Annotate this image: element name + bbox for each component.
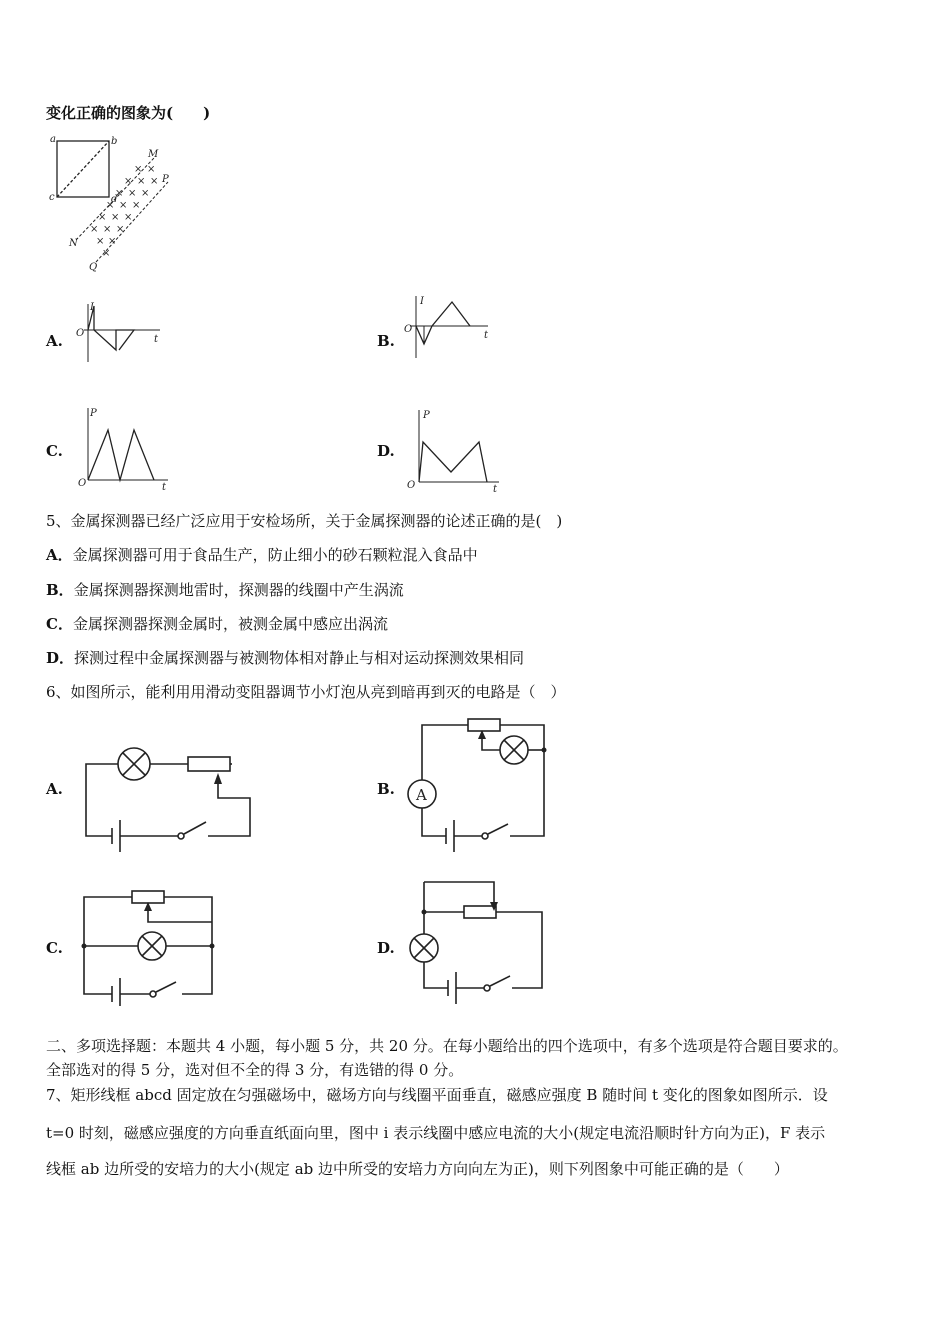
svg-text:×: × xyxy=(108,236,117,247)
svg-text:t: t xyxy=(154,334,159,345)
svg-text:×: × xyxy=(134,164,143,175)
bulb-icon xyxy=(500,736,528,764)
q6-option-d-label[interactable]: D. xyxy=(377,939,395,957)
bulb-icon xyxy=(118,748,150,780)
q4-option-d-graph xyxy=(405,406,505,495)
svg-text:P: P xyxy=(423,410,430,421)
q5-option-c[interactable]: C．金属探测器探测金属时，被测金属中感应出涡流 xyxy=(46,615,388,633)
svg-text:O: O xyxy=(76,328,85,339)
q4-option-a-label[interactable]: A. xyxy=(46,332,63,350)
svg-text:×: × xyxy=(119,200,128,211)
q4-option-c-graph xyxy=(76,404,176,493)
q5-stem: 5、金属探测器已经广泛应用于安检场所，关于金属探测器的论述正确的是( ) xyxy=(46,512,563,530)
label-d: d xyxy=(111,194,118,205)
svg-text:×: × xyxy=(124,212,133,223)
label-b: b xyxy=(111,136,118,147)
q5-option-b[interactable]: B．金属探测器探测地雷时，探测器的线圈中产生涡流 xyxy=(46,581,404,599)
svg-text:×: × xyxy=(115,188,124,199)
q4-option-c-label[interactable]: C. xyxy=(46,442,63,460)
battery-icon xyxy=(112,978,120,1006)
q7-line3: 线框 ab 边所受的安培力的大小(规定 ab 边中所受的安培力方向向左为正)，则下列图象中可能正确的是（ ） xyxy=(46,1160,789,1178)
battery-icon xyxy=(112,820,120,852)
q5-option-a[interactable]: A．金属探测器可用于食品生产，防止细小的砂石颗粒混入食品中 xyxy=(46,546,478,564)
switch-icon xyxy=(484,985,490,991)
svg-text:×: × xyxy=(124,176,133,187)
svg-text:×: × xyxy=(128,188,137,199)
svg-text:P: P xyxy=(90,408,97,419)
svg-text:t: t xyxy=(162,482,167,493)
q5-option-d[interactable]: D．探测过程中金属探测器与被测物体相对静止与相对运动探测效果相同 xyxy=(46,649,525,667)
switch-icon xyxy=(150,991,156,997)
q4-stem-tail: 变化正确的图象为( ) xyxy=(46,104,211,122)
rheostat-icon xyxy=(188,757,230,771)
svg-text:A: A xyxy=(416,786,427,804)
svg-text:O: O xyxy=(78,478,87,489)
svg-text:I: I xyxy=(90,302,94,313)
svg-text:×: × xyxy=(137,176,146,187)
label-a: a xyxy=(50,134,56,145)
svg-text:×: × xyxy=(98,212,107,223)
rheostat-icon xyxy=(132,891,164,903)
q6-option-c-circuit xyxy=(78,888,228,1006)
q6-option-a-circuit xyxy=(78,740,258,852)
bulb-icon xyxy=(138,932,166,960)
q6-option-d-circuit xyxy=(404,878,554,1006)
label-Q: Q xyxy=(89,262,98,273)
q7-line1: 7、矩形线框 abcd 固定放在匀强磁场中，磁场方向与线圈平面垂直，磁感应强度 B 随时间 t 变化的图象如图所示．设 xyxy=(46,1086,828,1104)
svg-text:×: × xyxy=(141,188,150,199)
rheostat-icon xyxy=(464,906,496,918)
q6-option-b-label[interactable]: B. xyxy=(377,780,395,798)
q4-option-d-label[interactable]: D. xyxy=(377,442,395,460)
battery-icon xyxy=(448,972,456,1004)
switch-icon xyxy=(482,833,488,839)
svg-text:×: × xyxy=(116,224,125,235)
field-crosses xyxy=(90,164,158,259)
section2-line1: 二、多项选择题：本题共 4 小题，每小题 5 分，共 20 分。在每小题给出的四个选项中，有多个选项是符合题目要求的。 xyxy=(46,1037,848,1055)
svg-text:×: × xyxy=(102,248,111,259)
label-M: M xyxy=(148,149,159,160)
svg-text:×: × xyxy=(96,236,105,247)
q4-option-a-graph xyxy=(74,300,174,366)
q7-line2: t=0 时刻，磁感应强度的方向垂直纸面向里，图中 i 表示线圈中感应电流的大小(规定电流沿顺时针方向为正)，F 表示 xyxy=(46,1124,826,1142)
svg-text:×: × xyxy=(150,176,159,187)
q4-option-b-graph xyxy=(402,294,502,364)
q6-option-a-label[interactable]: A. xyxy=(46,780,63,798)
q4-option-b-label[interactable]: B. xyxy=(377,332,395,350)
q4-figure xyxy=(44,132,184,272)
svg-text:×: × xyxy=(90,224,99,235)
svg-text:I: I xyxy=(420,296,424,307)
svg-text:×: × xyxy=(103,224,112,235)
q6-option-b-circuit xyxy=(402,716,562,854)
ammeter-icon xyxy=(408,780,436,808)
svg-text:×: × xyxy=(147,164,156,175)
svg-text:×: × xyxy=(106,200,115,211)
bulb-icon xyxy=(410,934,438,962)
q6-option-c-label[interactable]: C. xyxy=(46,939,63,957)
switch-icon xyxy=(178,833,184,839)
label-c: c xyxy=(49,192,55,203)
section2-line2: 全部选对的得 5 分，选对但不全的得 3 分，有选错的得 0 分。 xyxy=(46,1061,464,1079)
battery-icon xyxy=(446,820,454,852)
svg-text:t: t xyxy=(484,330,489,341)
svg-text:O: O xyxy=(407,480,416,491)
rheostat-icon xyxy=(468,719,500,731)
q6-stem: 6、如图所示，能利用用滑动变阻器调节小灯泡从亮到暗再到灭的电路是（ ） xyxy=(46,683,566,701)
svg-text:×: × xyxy=(132,200,141,211)
svg-text:×: × xyxy=(111,212,120,223)
svg-text:O: O xyxy=(404,324,413,335)
label-P: P xyxy=(162,174,169,185)
label-N: N xyxy=(69,238,78,249)
svg-text:t: t xyxy=(493,484,498,495)
